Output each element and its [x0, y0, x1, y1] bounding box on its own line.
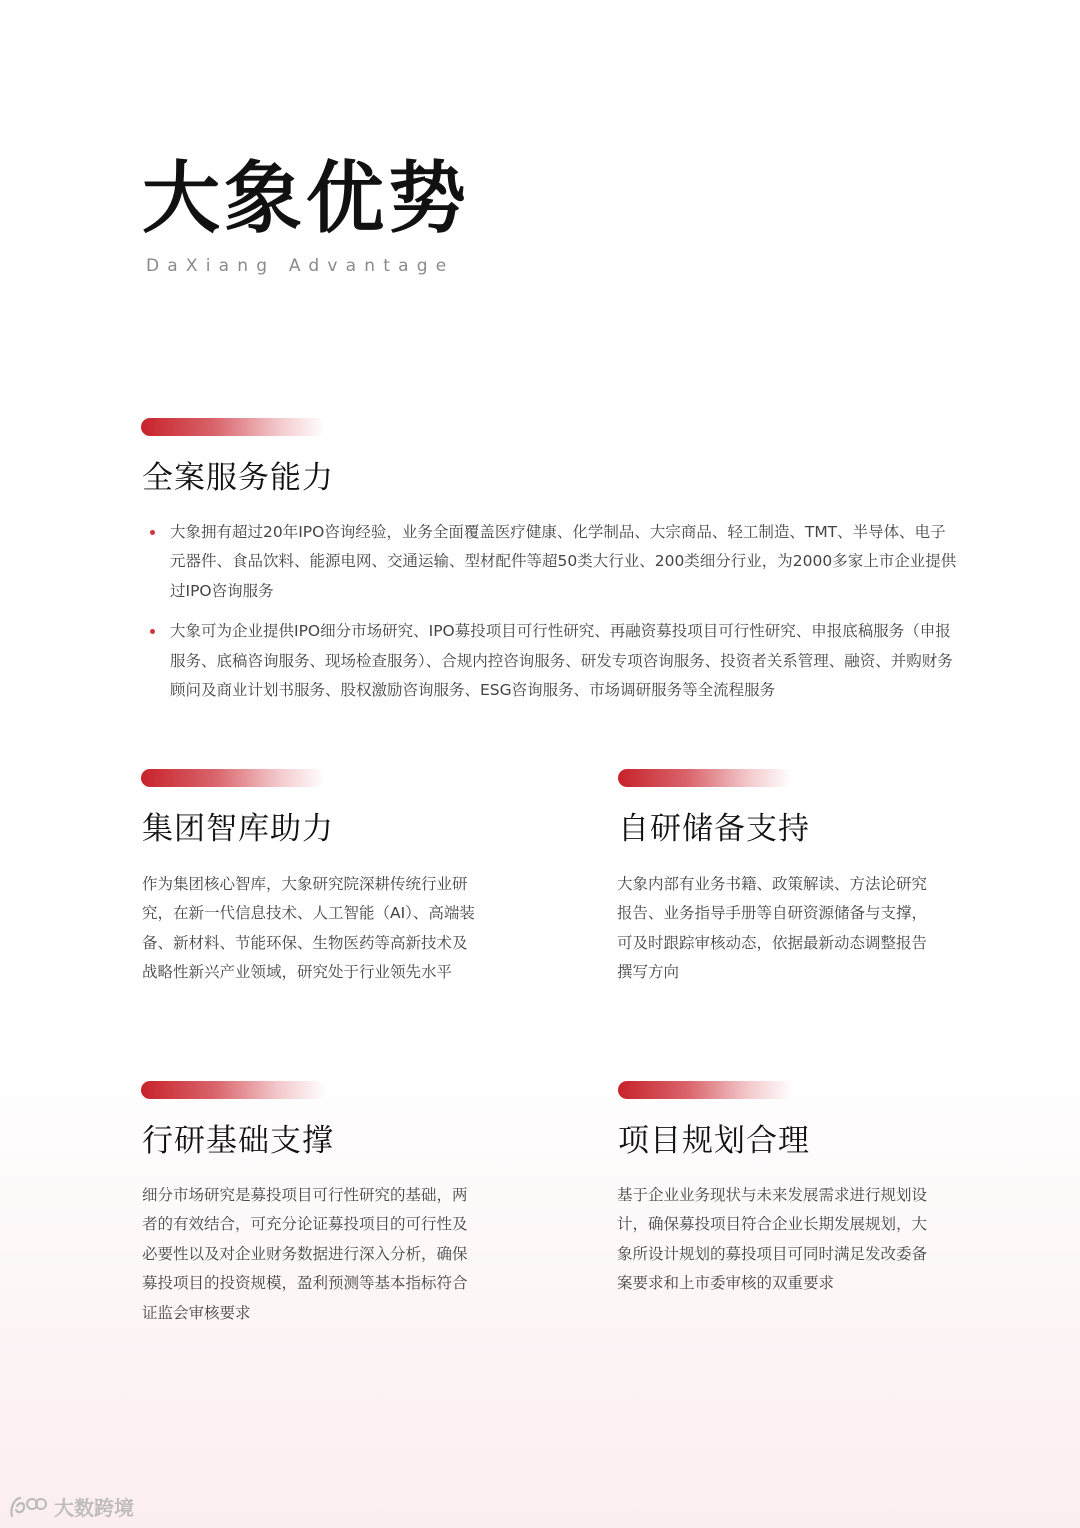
section-accent-bar — [141, 418, 325, 436]
section-accent-bar — [141, 769, 325, 787]
bullet-item — [150, 518, 960, 606]
bullet-item — [150, 617, 960, 705]
section-title-full-service: 全案服务能力 — [142, 460, 334, 496]
section-title-project-planning: 项目规划合理 — [618, 1123, 810, 1159]
section-title-think-tank: 集团智库助力 — [142, 811, 334, 847]
section-title-self-research: 自研储备支持 — [618, 811, 810, 847]
section-accent-bar — [618, 769, 792, 787]
page-subtitle: DaXiang Advantage — [146, 256, 455, 276]
logo-icon — [8, 1494, 48, 1520]
self-research-text: 大象内部有业务书籍、政策解读、方法论研究报告、业务指导手册等自研资源储备与支撑，可及时跟踪审核动态，依据最新动态调整报告撰写方向 — [617, 875, 928, 982]
watermark — [8, 1492, 134, 1521]
project-planning-text: 基于企业业务现状与未来发展需求进行规划设计，确保募投项目符合企业长期发展规划，大象所设计规划的募投项目可同时满足发改委备案要求和上市委审核的双重要求 — [617, 1186, 928, 1293]
section-title-industry-research: 行研基础支撑 — [142, 1123, 334, 1159]
page-title: 大象优势 — [142, 154, 471, 244]
bullet-text: 大象拥有超过20年IPO咨询经验，业务全面覆盖医疗健康、化学制品、大宗商品、轻工制造、TMT、半导体、电子元器件、食品饮料、能源电网、交通运输、型材配件等超50类大行业、200类细分行业，为2000多家上市企业提供过IPO咨询服务 — [170, 523, 957, 600]
bullet-text: 大象可为企业提供IPO细分市场研究、IPO募投项目可行性研究、再融资募投项目可行性研究、申报底稿服务（申报服务、底稿咨询服务、现场检查服务）、合规内控咨询服务、研发专项咨询服务、投资者关系管理、融资、并购财务顾问及商业计划书服务、股权激励咨询服务、ESG咨询服务、市场调研服务等全流程服务 — [170, 622, 953, 700]
section-accent-bar — [618, 1081, 792, 1099]
section-accent-bar — [141, 1081, 325, 1099]
think-tank-text: 作为集团核心智库，大象研究院深耕传统行业研究，在新一代信息技术、人工智能（AI）、高端装备、新材料、节能环保、生物医药等高新技术及战略性新兴产业领域，研究处于行业领先水平 — [142, 875, 475, 982]
bullet-dot-icon — [150, 530, 155, 535]
bullet-dot-icon — [150, 629, 155, 634]
full-service-bullet-list — [150, 518, 960, 716]
watermark-text: 大数跨境 — [54, 1496, 134, 1520]
industry-research-text: 细分市场研究是募投项目可行性研究的基础，两者的有效结合，可充分论证募投项目的可行性及必要性以及对企业财务数据进行深入分析，确保募投项目的投资规模，盈利预测等基本指标符合证监会审核要求 — [142, 1186, 468, 1322]
